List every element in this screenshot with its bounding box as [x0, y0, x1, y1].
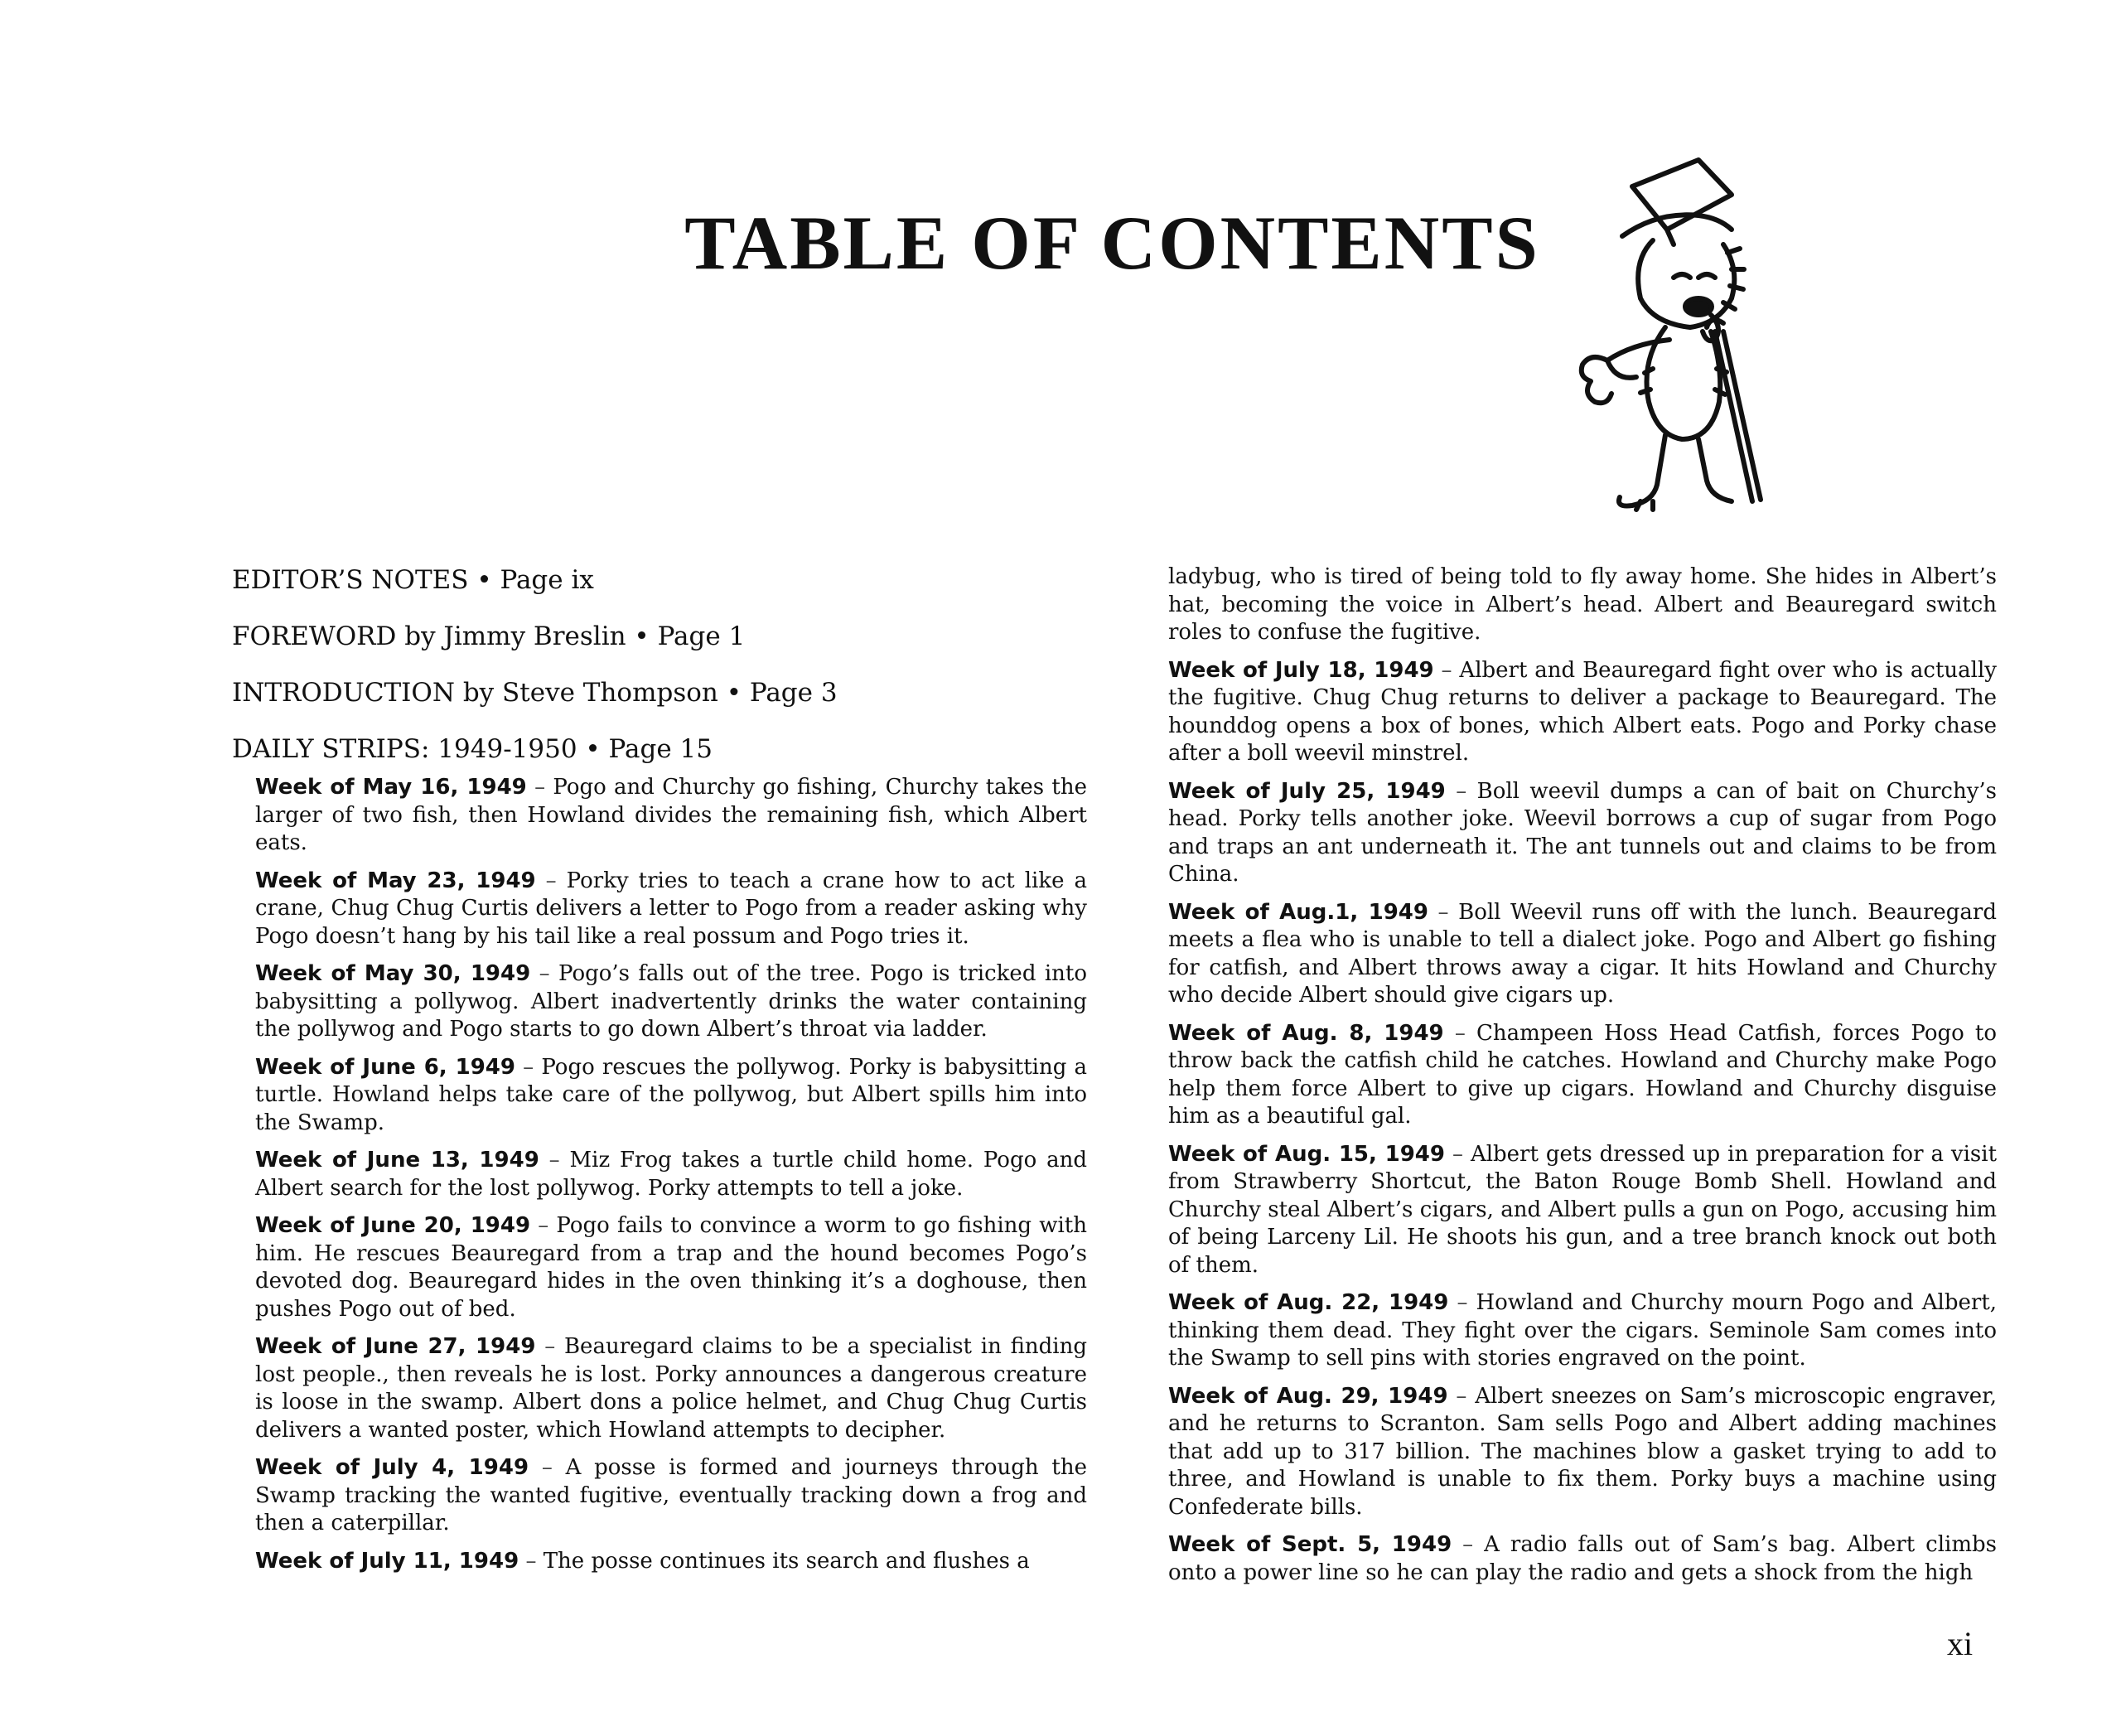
week-summary: Miz Frog takes a turtle child home. Pogo and Albert search for the lost pollywog. Porky attempts to tell a joke.: [255, 1148, 1088, 1201]
week-entry: Week of June 13, 1949 – Miz Frog takes a turtle child home. Pogo and Albert search for the lost pollywog. Porky attempts to tell a joke.: [255, 1148, 1088, 1201]
week-continuation: ladybug, who is tired of being told to fly away home. She hides in Albert’s hat, becoming the voice in Albert’s head. Albert and Beauregard switch roles to confuse the fugitive.: [1168, 564, 1997, 645]
week-label: Week of June 6, 1949: [255, 1054, 515, 1080]
week-label: Week of July 25, 1949: [1168, 778, 1446, 804]
week-summary: Porky tries to teach a crane how to act like a crane, Chug Chug Curtis delivers a letter to Pogo from a reader asking why Pogo doesn’t hang by his tail like a real possum and Pogo tries it.: [255, 868, 1088, 949]
week-summary: A radio falls out of Sam’s bag. Albert climbs onto a power line so he can play the radio and gets a shock from the high: [1168, 1532, 1997, 1585]
week-entry: Week of June 20, 1949 – Pogo fails to convince a worm to go fishing with him. He rescues Beauregard from a trap and the hound becomes Pogo’s devoted dog. Beauregard hides in the oven thinking it’s a doghouse, then pushes Pogo out of bed.: [255, 1213, 1087, 1322]
week-summary: Pogo fails to convince a worm to go fishing with him. He rescues Beauregard from a trap and the hound becomes Pogo’s devoted dog. Beauregard hides in the oven thinking it’s a doghouse, then pushes Pogo out of bed.: [255, 1213, 1087, 1322]
week-label: Week of Sept. 5, 1949: [1168, 1532, 1452, 1557]
week-label: Week of May 23, 1949: [255, 868, 536, 893]
week-entry: Week of May 16, 1949 – Pogo and Churchy go fishing, Churchy takes the larger of two fish, then Howland divides the remaining fish, which Albert eats.: [255, 775, 1088, 855]
albert-alligator-drawing-icon: [1574, 153, 1839, 518]
toc-entry-daily-strips: DAILY STRIPS: 1949-1950 • Page 15: [232, 734, 713, 764]
week-entry: Week of June 27, 1949 – Beauregard claims to be a specialist in finding lost people., then reveals he is lost. Porky announces a dangerous creature is loose in the swamp. Albert dons a police helmet, and Chug Chug Curtis delivers a wanted poster, which Howland attempts to decipher.: [255, 1334, 1088, 1443]
page-number: xi: [1947, 1625, 1974, 1662]
toc-entry-foreword: FOREWORD by Jimmy Breslin • Page 1: [232, 621, 746, 651]
week-summary: Pogo and Churchy go fishing, Churchy takes the larger of two fish, then Howland divides the remaining fish, which Albert eats.: [255, 775, 1088, 855]
week-entry: Week of May 30, 1949 – Pogo’s falls out of the tree. Pogo is tricked into babysitting a pollywog. Albert inadvertently drinks the water containing the pollywog and Pogo starts to go down Albert’s throat via ladder.: [255, 961, 1088, 1042]
week-label: Week of May 16, 1949: [255, 775, 527, 800]
week-label: Week of July 18, 1949: [1168, 657, 1434, 683]
week-summary: Pogo rescues the pollywog. Porky is babysitting a turtle. Howland helps take care of the pollywog, but Albert spills him into the Swamp.: [255, 1054, 1088, 1135]
week-label: Week of May 30, 1949: [255, 961, 531, 986]
week-entry: Week of Aug. 8, 1949 – Champeen Hoss Head Catfish, forces Pogo to throw back the catfish child he catches. Howland and Churchy make Pogo help them force Albert to give up cigars. Howland and Churchy disguise him as a beautiful gal.: [1168, 1020, 1998, 1129]
week-summary: A posse is formed and journeys through the Swamp tracking the wanted fugitive, eventually tracking down a frog and then a caterpillar.: [255, 1455, 1088, 1535]
week-label: Week of July 11, 1949: [255, 1548, 519, 1574]
week-entry: Week of June 6, 1949 – Pogo rescues the pollywog. Porky is babysitting a turtle. Howland helps take care of the pollywog, but Albert spills him into the Swamp.: [255, 1054, 1088, 1135]
page-title: TABLE OF CONTENTS: [684, 201, 1540, 285]
week-entry: Week of Aug. 29, 1949 – Albert sneezes on Sam’s microscopic engraver, and he returns to Scranton. Sam sells Pogo and Albert adding machines that add up to 317 billion. The machines blow a gasket trying to add to three, and Howland is unable to fix them. Porky buys a machine using Confederate bills.: [1168, 1383, 1998, 1520]
week-summary: Boll Weevil runs off with the lunch. Beauregard meets a flea who is unable to tell a dialect joke. Pogo and Albert go fishing for catfish, and Albert throws away a cigar. It hits Howland and Churchy who decide Albert should give cigars up.: [1168, 899, 1997, 1008]
week-entry: Week of Aug. 22, 1949 – Howland and Churchy mourn Pogo and Albert, thinking them dead. They fight over the cigars. Seminole Sam comes into the Swamp to sell pins with stories engraved on the point.: [1168, 1290, 1998, 1371]
week-label: Week of July 4, 1949: [255, 1455, 529, 1480]
week-label: Week of June 20, 1949: [255, 1213, 531, 1238]
week-label: Week of Aug. 15, 1949: [1168, 1141, 1445, 1167]
week-summary: Pogo’s falls out of the tree. Pogo is tricked into babysitting a pollywog. Albert inadvertently drinks the water containing the pollywog and Pogo starts to go down Albert’s throat via ladder.: [255, 961, 1088, 1042]
week-summary: The posse continues its search and flushes a: [543, 1548, 1030, 1574]
week-entry: Week of May 23, 1949 – Porky tries to teach a crane how to act like a crane, Chug Chug Curtis delivers a letter to Pogo from a reader asking why Pogo doesn’t hang by his tail like a real possum and Pogo tries it.: [255, 868, 1088, 949]
left-column: [232, 563, 1087, 1585]
toc-entry-editors-notes: EDITOR’S NOTES • Page ix: [232, 565, 594, 595]
week-summary: Boll weevil dumps a can of bait on Churchy’s head. Porky tells another joke. Weevil borrows a cup of sugar from Pogo and traps an ant underneath it. The ant tunnels out and claims to be from China.: [1168, 778, 1997, 887]
week-entry: Week of Sept. 5, 1949 – A radio falls out of Sam’s bag. Albert climbs onto a power line so he can play the radio and gets a shock from the high: [1168, 1532, 1997, 1585]
week-entry: Week of Aug.1, 1949 – Boll Weevil runs off with the lunch. Beauregard meets a flea who is unable to tell a dialect joke. Pogo and Albert go fishing for catfish, and Albert throws away a cigar. It hits Howland and Churchy who decide Albert should give cigars up.: [1168, 899, 1997, 1008]
week-label: Week of June 13, 1949: [255, 1148, 539, 1173]
week-summary: Albert sneezes on Sam’s microscopic engraver, and he returns to Scranton. Sam sells Pogo and Albert adding machines that add up to 317 billion. The machines blow a gasket trying to add to three, and Howland is unable to fix them. Porky buys a machine using Confederate bills.: [1168, 1383, 1998, 1520]
week-label: Week of Aug. 8, 1949: [1168, 1020, 1444, 1046]
week-entry: Week of Aug. 15, 1949 – Albert gets dressed up in preparation for a visit from Strawberry Shortcut, the Baton Rouge Bomb Shell. Howland and Churchy steal Albert’s cigars, and Albert pulls a gun on Pogo, accusing him of being Larceny Lil. He shoots his gun, and a tree branch knock out both of them.: [1168, 1141, 1998, 1278]
week-summary: Howland and Churchy mourn Pogo and Albert, thinking them dead. They fight over the cigars. Seminole Sam comes into the Swamp to sell pins with stories engraved on the point.: [1168, 1290, 1998, 1371]
week-summary: Beauregard claims to be a specialist in finding lost people., then reveals he is lost. Porky announces a dangerous creature is loose in the swamp. Albert dons a police helmet, and Chug Chug Curtis delivers a wanted poster, which Howland attempts to decipher.: [255, 1334, 1088, 1443]
week-label: Week of Aug. 29, 1949: [1168, 1383, 1448, 1409]
week-entry: Week of July 18, 1949 – Albert and Beauregard fight over who is actually the fugitive. Chug Chug returns to deliver a package to Beauregard. The hounddog opens a box of bones, which Albert eats. Pogo and Porky chase after a boll weevil minstrel.: [1168, 657, 1997, 766]
week-summary: Albert and Beauregard fight over who is actually the fugitive. Chug Chug returns to deliver a package to Beauregard. The hounddog opens a box of bones, which Albert eats. Pogo and Porky chase after a boll weevil minstrel.: [1168, 657, 1997, 766]
week-label: Week of Aug. 22, 1949: [1168, 1290, 1449, 1315]
week-label: Week of June 27, 1949: [255, 1334, 536, 1359]
week-entry: Week of July 25, 1949 – Boll weevil dumps a can of bait on Churchy’s head. Porky tells another joke. Weevil borrows a cup of sugar from Pogo and traps an ant underneath it. The ant tunnels out and claims to be from China.: [1168, 778, 1997, 887]
week-summary: Albert gets dressed up in preparation for a visit from Strawberry Shortcut, the Baton Rouge Bomb Shell. Howland and Churchy steal Albert’s cigars, and Albert pulls a gun on Pogo, accusing him of being Larceny Lil. He shoots his gun, and a tree branch knock out both of them.: [1168, 1141, 1998, 1278]
week-label: Week of Aug.1, 1949: [1168, 899, 1428, 925]
right-column: [1168, 563, 1997, 1597]
week-entry: Week of July 11, 1949 – The posse continues its search and flushes a: [255, 1548, 1030, 1574]
toc-entry-introduction: INTRODUCTION by Steve Thompson • Page 3: [232, 678, 838, 708]
week-summary: Champeen Hoss Head Catfish, forces Pogo to throw back the catfish child he catches. Howland and Churchy make Pogo help them force Albert to give up cigars. Howland and Churchy disguise him as a beautiful gal.: [1168, 1020, 1998, 1129]
week-list-left: [255, 774, 1087, 1575]
week-entry: Week of July 4, 1949 – A posse is formed and journeys through the Swamp tracking the wanted fugitive, eventually tracking down a frog and then a caterpillar.: [255, 1455, 1088, 1535]
